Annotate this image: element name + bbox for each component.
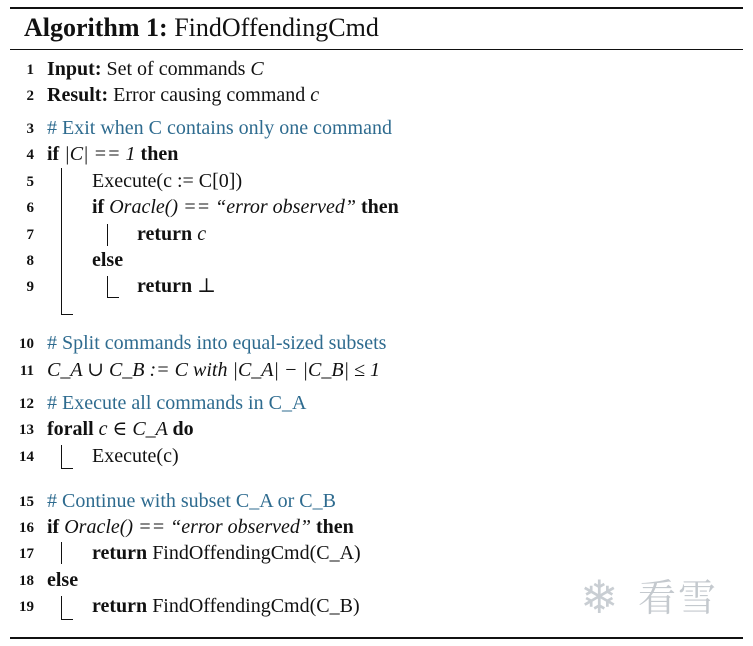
- keyword: return: [137, 223, 193, 245]
- keyword: then: [316, 516, 354, 538]
- line-number: 5: [26, 174, 34, 190]
- keyword: if: [92, 196, 105, 218]
- block-bar: [61, 445, 62, 469]
- top-rule: [10, 7, 743, 9]
- keyword: return: [92, 542, 148, 564]
- algorithm-title: [24, 12, 379, 44]
- line-else: [92, 247, 123, 273]
- line-number: 14: [19, 449, 34, 465]
- line-number: 6: [26, 200, 34, 216]
- bottom-rule: [10, 637, 743, 639]
- block-bar-end: [61, 619, 73, 620]
- line-text: Execute(c := C[0]): [92, 170, 243, 192]
- condition: Oracle() == “error observed”: [59, 516, 316, 538]
- math: |C| == 1: [59, 143, 141, 165]
- block-bar: [61, 168, 62, 315]
- line-return: [92, 593, 360, 619]
- keyword: forall: [47, 418, 94, 440]
- comment: # Exit when C contains only one command: [47, 117, 392, 139]
- line-number: 19: [19, 599, 34, 615]
- block-bar: [107, 224, 108, 246]
- line-forall: [47, 416, 194, 442]
- line-number: 17: [19, 546, 34, 562]
- line-text: Set of commands: [101, 58, 251, 80]
- block-bar-end: [61, 468, 73, 469]
- block-bar-end: [61, 314, 73, 315]
- algorithm-name: FindOffendingCmd: [174, 13, 379, 42]
- line-number: 7: [26, 227, 34, 243]
- math: c: [310, 84, 320, 106]
- line-number: 12: [19, 396, 34, 412]
- keyword: if: [47, 143, 60, 165]
- line-number: 9: [26, 279, 34, 295]
- line-result: [47, 82, 319, 108]
- comment: # Split commands into equal-sized subsets: [47, 332, 387, 354]
- watermark: [580, 568, 735, 630]
- math: ⊥: [192, 275, 216, 297]
- keyword: then: [140, 143, 179, 165]
- keyword: if: [47, 516, 60, 538]
- line-number: 4: [26, 147, 34, 163]
- line-number: 16: [19, 520, 34, 536]
- condition: Oracle() == “error observed”: [104, 196, 361, 218]
- line-text: Error causing command: [108, 84, 311, 106]
- keyword: return: [137, 275, 193, 297]
- line-number: 1: [26, 62, 34, 78]
- line-text: FindOffendingCmd(C_A): [147, 542, 361, 564]
- block-bar: [61, 596, 62, 620]
- comment: # Execute all commands in C_A: [47, 392, 307, 414]
- line-input: [47, 56, 264, 82]
- line-number: 3: [26, 121, 34, 137]
- keyword: else: [92, 249, 124, 271]
- line-return: [137, 221, 206, 247]
- keyword: Input:: [47, 58, 102, 80]
- math: c: [192, 223, 207, 245]
- line-return: [92, 540, 361, 566]
- line-number: 10: [19, 336, 34, 352]
- line-else: [47, 567, 78, 593]
- line-if: [47, 514, 354, 540]
- line-number: 15: [19, 494, 34, 510]
- line-number: 18: [19, 573, 34, 589]
- block-bar-end: [107, 297, 119, 298]
- keyword: return: [92, 595, 148, 617]
- math: C: [250, 58, 264, 80]
- snowflake-icon: ❄: [580, 572, 619, 623]
- line-if: [47, 141, 178, 167]
- keyword: then: [361, 196, 399, 218]
- line-number: 2: [26, 88, 34, 104]
- line-text: C_A ∪ C_B := C with |C_A| − |C_B| ≤ 1: [47, 359, 381, 381]
- line-text: FindOffendingCmd(C_B): [147, 595, 360, 617]
- line-number: 8: [26, 253, 34, 269]
- keyword: else: [47, 569, 79, 591]
- algorithm-label: Algorithm 1:: [24, 13, 168, 42]
- comment: # Continue with subset C_A or C_B: [47, 490, 336, 512]
- block-bar: [61, 542, 62, 564]
- line-number: 13: [19, 422, 34, 438]
- line-number: 11: [19, 363, 34, 379]
- title-rule: [10, 49, 743, 50]
- keyword: Result:: [47, 84, 109, 106]
- line-text: Execute(c): [92, 445, 179, 467]
- watermark-text: 看雪: [638, 576, 719, 620]
- block-bar: [107, 276, 108, 298]
- math: c ∈ C_A: [93, 418, 173, 440]
- line-return: [137, 273, 216, 299]
- line-if: [92, 194, 399, 220]
- keyword: do: [172, 418, 194, 440]
